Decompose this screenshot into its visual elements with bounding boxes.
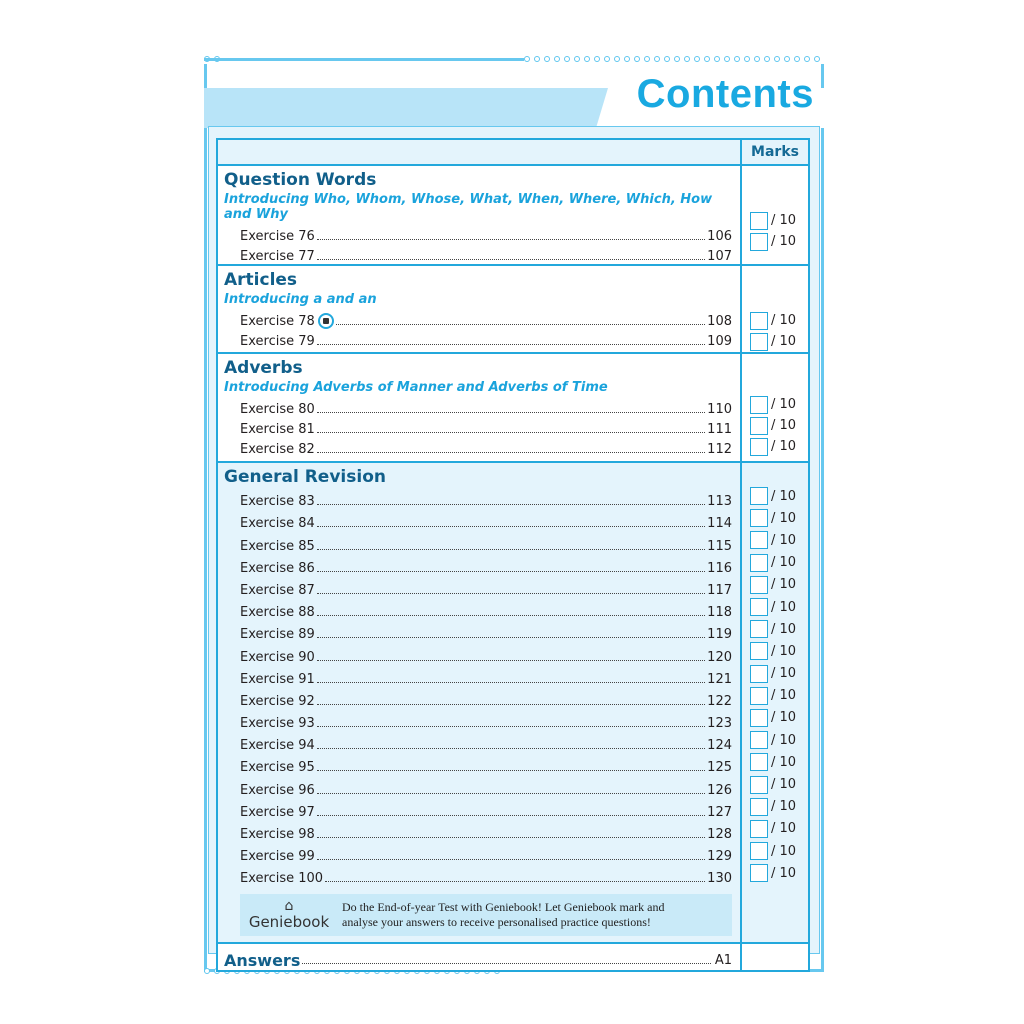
section-subtitle: Introducing a and an: [224, 292, 377, 307]
section-question-words: [217, 165, 809, 265]
list-item[interactable]: Exercise 90 120: [240, 649, 732, 665]
list-item[interactable]: Exercise 82 112: [240, 442, 732, 457]
marks-field[interactable]: / 10: [750, 751, 808, 773]
section-general-revision: [217, 462, 809, 943]
marks-field[interactable]: / 10: [750, 436, 808, 457]
section-subtitle: Introducing Who, Whom, Whose, What, When, Where, Which, How and Why: [224, 192, 713, 222]
geniebook-exercise-icon: [318, 313, 334, 329]
marks-field[interactable]: / 10: [750, 773, 808, 795]
list-item[interactable]: Exercise 96 126: [240, 782, 732, 798]
list-item[interactable]: Exercise 97 127: [240, 804, 732, 820]
marks-field[interactable]: / 10: [750, 310, 808, 331]
marks-field[interactable]: / 10: [750, 796, 808, 818]
list-item[interactable]: Exercise 88 118: [240, 605, 732, 621]
section-adverbs: [217, 353, 809, 462]
title-band: [204, 88, 608, 128]
decorative-dots-top: [524, 56, 820, 64]
list-item[interactable]: Exercise 91 121: [240, 671, 732, 687]
marks-field[interactable]: / 10: [750, 331, 808, 352]
header-blank-cell: [217, 139, 741, 165]
list-item[interactable]: Exercise 86 116: [240, 560, 732, 576]
section-title: Articles: [224, 270, 298, 290]
list-item[interactable]: Exercise 87 117: [240, 582, 732, 598]
answers-page: A1: [714, 953, 732, 969]
top-rule: [204, 58, 524, 61]
marks-field[interactable]: / 10: [750, 707, 808, 729]
list-item[interactable]: Exercise 79 109: [240, 334, 732, 349]
answers-row[interactable]: [217, 943, 809, 971]
marks-field[interactable]: / 10: [750, 640, 808, 662]
list-item[interactable]: Exercise 92 122: [240, 693, 732, 709]
list-item[interactable]: Exercise 89 119: [240, 627, 732, 643]
list-item[interactable]: Exercise 81 111: [240, 422, 732, 437]
marks-field[interactable]: / 10: [750, 394, 808, 415]
marks-field[interactable]: / 10: [750, 231, 808, 252]
section-title: General Revision: [224, 467, 386, 487]
marks-field[interactable]: / 10: [750, 685, 808, 707]
geniebook-message: Do the End-of-year Test with Geniebook! Let Geniebook mark and analyse your answers to receive personalised practice questions!: [342, 900, 665, 930]
marks-field[interactable]: / 10: [750, 415, 808, 436]
geniebook-logo: ⌂ Geniebook: [240, 899, 338, 931]
list-item[interactable]: Exercise 100 130: [240, 871, 732, 887]
list-item[interactable]: Exercise 93 123: [240, 716, 732, 732]
geniebook-banner[interactable]: [240, 894, 732, 936]
list-item[interactable]: Exercise 80 110: [240, 402, 732, 417]
geniebook-icon: ⌂: [284, 898, 294, 915]
section-title: Question Words: [224, 170, 377, 190]
marks-field[interactable]: / 10: [750, 729, 808, 751]
list-item[interactable]: Exercise 83 113: [240, 494, 732, 510]
marks-field[interactable]: / 10: [750, 574, 808, 596]
marks-field[interactable]: / 10: [750, 862, 808, 884]
list-item[interactable]: Exercise 77 107: [240, 249, 732, 264]
marks-field[interactable]: / 10: [750, 818, 808, 840]
marks-field[interactable]: / 10: [750, 529, 808, 551]
marks-field[interactable]: / 10: [750, 507, 808, 529]
marks-header: Marks: [741, 139, 809, 165]
answers-label: Answers: [224, 951, 301, 971]
marks-field[interactable]: / 10: [750, 618, 808, 640]
section-articles: [217, 265, 809, 353]
marks-field[interactable]: / 10: [750, 552, 808, 574]
contents-table: [216, 138, 810, 972]
list-item[interactable]: Exercise 76 106: [240, 229, 732, 244]
list-item[interactable]: Exercise 85 115: [240, 538, 732, 554]
marks-field[interactable]: / 10: [750, 840, 808, 862]
list-item[interactable]: Exercise 99 129: [240, 849, 732, 865]
list-item[interactable]: Exercise 98 128: [240, 827, 732, 842]
list-item[interactable]: Exercise 94 124: [240, 738, 732, 754]
section-title: Adverbs: [224, 358, 303, 378]
list-item[interactable]: Exercise 95 125: [240, 760, 732, 776]
section-subtitle: Introducing Adverbs of Manner and Adverbs of Time: [224, 380, 608, 395]
list-item[interactable]: Exercise 84 114: [240, 516, 732, 532]
marks-field[interactable]: / 10: [750, 596, 808, 618]
answers-marks-cell: [741, 943, 809, 971]
marks-field[interactable]: / 10: [750, 210, 808, 231]
marks-field[interactable]: / 10: [750, 485, 808, 507]
list-item[interactable]: Exercise 78 108: [240, 314, 732, 329]
marks-field[interactable]: / 10: [750, 663, 808, 685]
page-title: Contents: [636, 72, 814, 116]
